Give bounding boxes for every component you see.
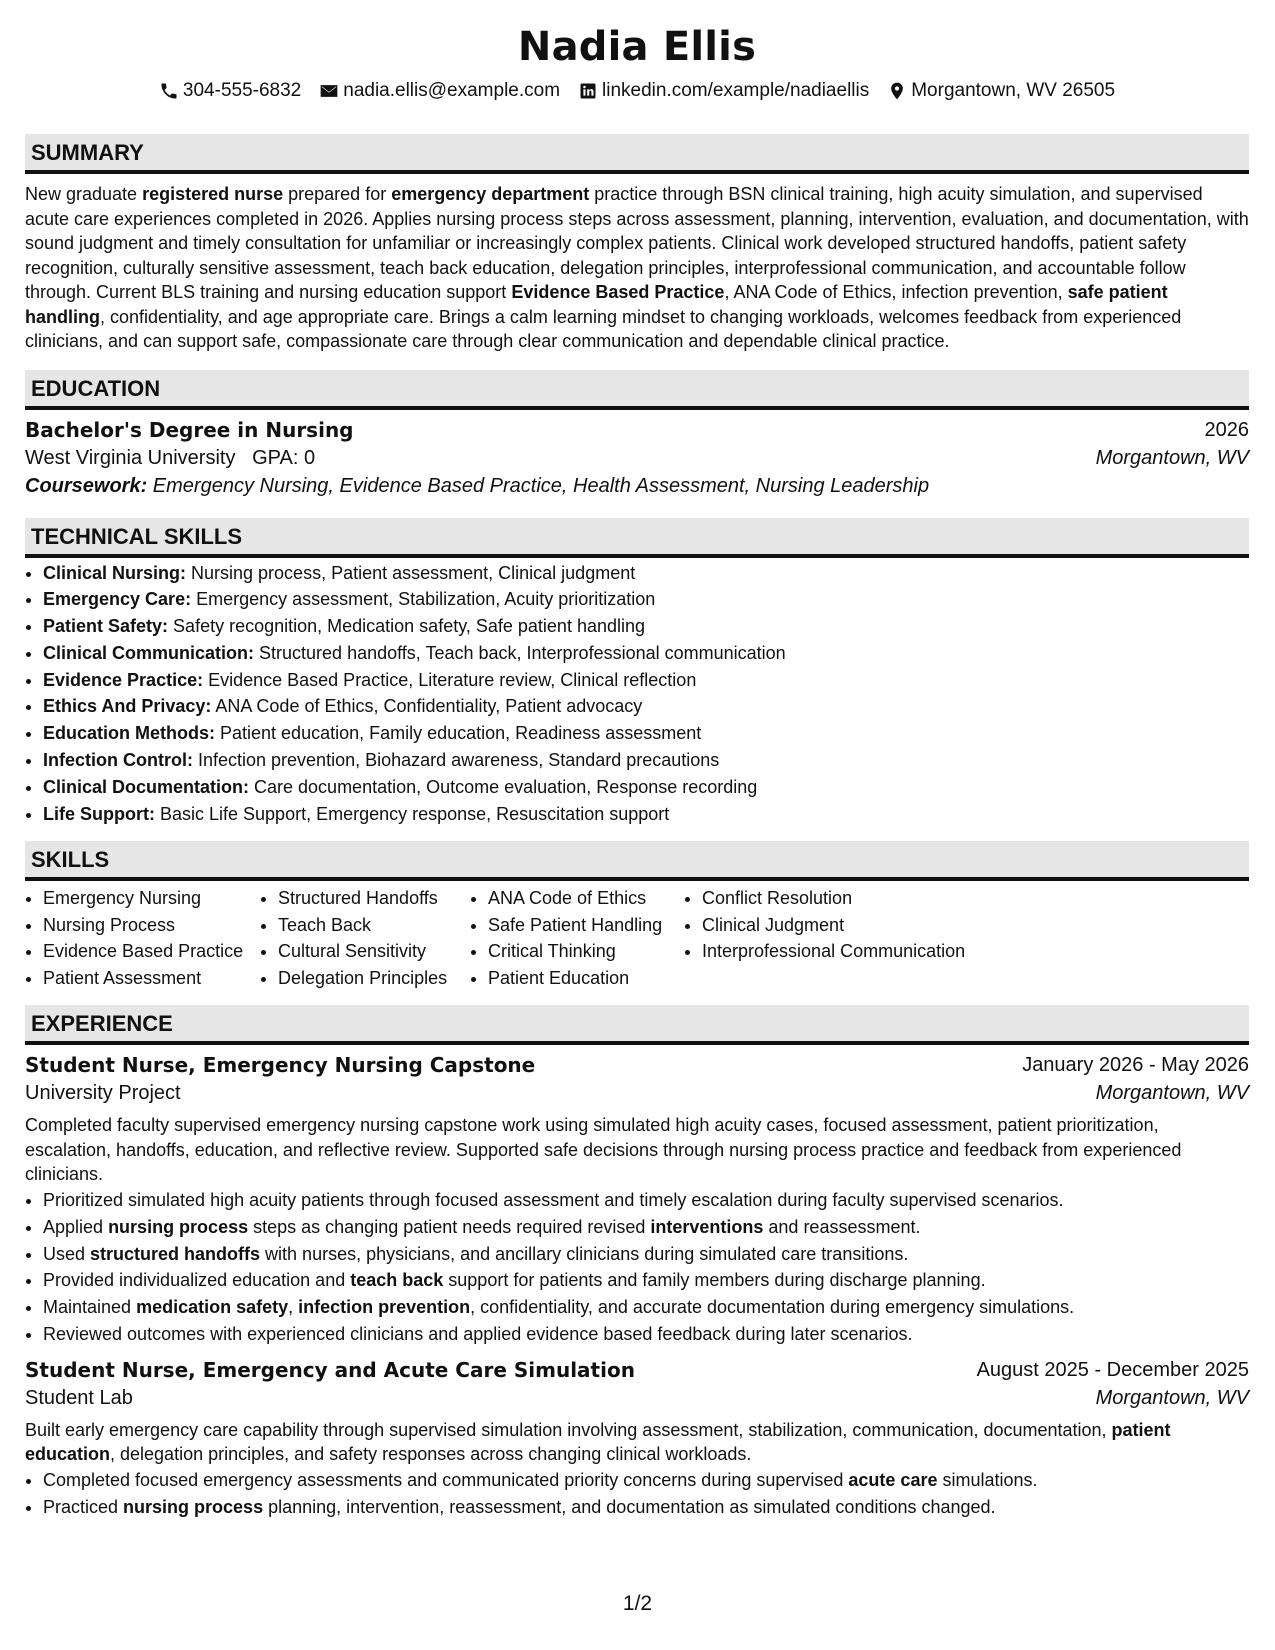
summary-text: , ANA Code of Ethics, infection prevention,	[724, 282, 1068, 302]
section-heading-education: EDUCATION	[25, 370, 1249, 410]
experience-title-row	[25, 1051, 1249, 1079]
skill-values: Nursing process, Patient assessment, Clinical judgment	[186, 562, 636, 583]
list-item	[43, 1214, 1249, 1241]
skill-category: Infection Control:	[43, 750, 193, 771]
summary-text: prepared for	[283, 184, 392, 204]
job-description: Completed faculty supervised emergency nursing capstone work using simulated high acuity cases, focused assessment, patient prioritization, escalation, handoffs, education, and reflective review. Supported safe decisions through nursing process practice and feedback from experienced clinicians.	[25, 1115, 1182, 1185]
description-text: Built early emergency care capability through supervised simulation involving assessment, stabilization, communication, documentation,	[25, 1419, 1112, 1440]
skill-category: Evidence Practice:	[43, 669, 204, 690]
summary-paragraph	[25, 182, 1249, 354]
experience-org-row	[25, 1384, 1249, 1412]
list-item	[43, 747, 1249, 774]
list-item: • Safe Patient Handling	[488, 912, 684, 939]
list-item: • Nursing Process	[43, 912, 260, 939]
list-item	[43, 1294, 1249, 1321]
bullet-text: with nurses, physicians, and ancillary clinicians during simulated care transitions.	[260, 1243, 909, 1264]
skills-column	[260, 885, 470, 991]
summary-text: practice through BSN clinical training, high acuity simulation, and supervised acute care experiences completed in 2026. Applies nursing process steps across assessment, planning, intervention, evaluation, and documentation, with sound judgment and timely consultation for unfamiliar or increasingly complex patients. Clinical work developed structured handoffs, patient safety recognition, culturally sensitive assessment, teach back education, delegation principles, interprofessional communication, and accountable follow through. Current BLS training and nursing education support	[25, 184, 1249, 302]
bullet-text: Prioritized simulated high acuity patients through focused assessment and timely escalation during faculty supervised scenarios.	[43, 1189, 1064, 1210]
list-item	[43, 1494, 1249, 1521]
bullet-text: and reassessment.	[763, 1216, 921, 1237]
envelope-icon	[319, 81, 339, 101]
list-item: • Clinical Judgment	[702, 912, 1002, 939]
list-item	[43, 586, 1249, 613]
bullet-keyword: nursing process	[108, 1216, 249, 1237]
skill-category: Ethics And Privacy:	[43, 696, 212, 717]
job-title: Student Nurse, Emergency Nursing Capstone	[25, 1053, 536, 1078]
bullet-text: Completed focused emergency assessments and communicated priority concerns during supervised	[43, 1469, 849, 1490]
bullet-text: simulations.	[937, 1469, 1038, 1490]
summary-text: New graduate	[25, 184, 143, 204]
technical-skills-list	[25, 560, 1249, 828]
skill-values: Structured handoffs, Teach back, Interprofessional communication	[254, 642, 786, 663]
bullet-keyword: acute care	[848, 1469, 938, 1490]
list-item	[43, 1241, 1249, 1268]
list-item	[43, 801, 1249, 828]
degree-title: Bachelor's Degree in Nursing	[25, 417, 354, 442]
contact-bar	[25, 78, 1249, 104]
skill-values: Emergency assessment, Stabilization, Acuity prioritization	[191, 589, 656, 610]
experience-entry	[25, 1051, 1249, 1347]
linkedin-icon	[578, 81, 598, 101]
job-title: Student Nurse, Emergency and Acute Care Simulation	[25, 1357, 635, 1382]
summary-keyword: emergency department	[391, 184, 590, 204]
page-number: 1/2	[622, 1592, 653, 1615]
skill-values: Evidence Based Practice, Literature review, Clinical reflection	[203, 669, 697, 690]
list-item: • Conflict Resolution	[702, 885, 1002, 912]
education-school-row	[25, 444, 1249, 472]
skills-column	[25, 885, 260, 991]
list-item	[43, 640, 1249, 667]
list-item: • Interprofessional Communication	[702, 938, 1002, 965]
bullet-text: Provided individualized education and	[43, 1270, 351, 1291]
skill-values: Care documentation, Outcome evaluation, Response recording	[249, 776, 758, 797]
section-heading-experience: EXPERIENCE	[25, 1005, 1249, 1045]
bullet-keyword: infection prevention	[298, 1297, 471, 1318]
list-item: • ANA Code of Ethics	[488, 885, 684, 912]
list-item: • Emergency Nursing	[43, 885, 260, 912]
skill-values: Basic Life Support, Emergency response, Resuscitation support	[154, 803, 670, 824]
contact-phone	[159, 78, 301, 104]
contact-linkedin[interactable]	[578, 78, 869, 104]
description-keyword: patient education	[25, 1419, 1171, 1465]
bullet-text: Reviewed outcomes with experienced clinicians and applied evidence based feedback during later scenarios.	[43, 1323, 913, 1344]
map-marker-icon	[887, 81, 907, 101]
list-item	[43, 693, 1249, 720]
gpa: GPA: 0	[252, 446, 316, 469]
bullet-text: ,	[288, 1297, 299, 1318]
list-item	[43, 720, 1249, 747]
skill-category: Education Methods:	[43, 723, 215, 744]
list-item	[43, 1267, 1249, 1294]
bullet-text: Practiced	[43, 1496, 124, 1517]
summary-keyword: safe patient handling	[25, 282, 1168, 327]
bullet-text: steps as changing patient needs required revised	[248, 1216, 651, 1237]
list-item: • Evidence Based Practice	[43, 938, 260, 965]
phone-text: 304-555-6832	[182, 80, 302, 101]
candidate-name: Nadia Ellis	[517, 24, 757, 70]
job-location: Morgantown, WV	[1095, 1082, 1249, 1105]
skill-category: Patient Safety:	[43, 616, 169, 637]
skill-category: Clinical Nursing:	[43, 562, 187, 583]
education-row	[25, 416, 1249, 444]
list-item: • Structured Handoffs	[278, 885, 470, 912]
school-line	[25, 444, 315, 472]
contact-location	[887, 78, 1115, 104]
skill-category: Clinical Documentation:	[43, 776, 250, 797]
school-name: West Virginia University	[25, 446, 236, 469]
section-heading-technical-skills: TECHNICAL SKILLS	[25, 518, 1249, 558]
list-item: • Critical Thinking	[488, 938, 684, 965]
job-org: Student Lab	[25, 1386, 133, 1409]
skills-grid	[25, 885, 1249, 991]
linkedin-text: linkedin.com/example/nadiaellis	[602, 80, 870, 101]
coursework-row	[25, 472, 1249, 500]
bullet-text: support for patients and family members during discharge planning.	[443, 1270, 986, 1291]
job-dates: August 2025 - December 2025	[976, 1358, 1249, 1381]
section-heading-summary: SUMMARY	[25, 134, 1249, 174]
skill-values: Patient education, Family education, Readiness assessment	[215, 723, 702, 744]
bullet-keyword: teach back	[350, 1270, 444, 1291]
job-location: Morgantown, WV	[1095, 1386, 1249, 1409]
skills-column	[470, 885, 684, 991]
job-bullets	[25, 1467, 1249, 1521]
experience-title-row	[25, 1356, 1249, 1384]
skill-category: Life Support:	[43, 803, 155, 824]
list-item	[43, 1467, 1249, 1494]
skills-column	[684, 885, 1002, 991]
bullet-text: Used	[43, 1243, 91, 1264]
coursework-label: Coursework:	[25, 474, 148, 497]
degree-year: 2026	[1204, 418, 1249, 441]
bullet-keyword: nursing process	[123, 1496, 264, 1517]
job-description	[25, 1418, 1249, 1467]
list-item	[43, 774, 1249, 801]
section-heading-skills: SKILLS	[25, 841, 1249, 881]
list-item: • Delegation Principles	[278, 965, 470, 992]
bullet-keyword: interventions	[650, 1216, 764, 1237]
job-org: University Project	[25, 1082, 181, 1105]
skill-category: Emergency Care:	[43, 589, 192, 610]
bullet-text: , confidentiality, and accurate documentation during emergency simulations.	[470, 1297, 1075, 1318]
list-item	[43, 560, 1249, 587]
summary-keyword: Evidence Based Practice	[511, 282, 725, 302]
bullet-keyword: medication safety	[136, 1297, 289, 1318]
list-item	[43, 1187, 1249, 1214]
experience-org-row	[25, 1079, 1249, 1107]
list-item	[43, 1321, 1249, 1348]
summary-text: , confidentiality, and age appropriate care. Brings a calm learning mindset to changing workloads, welcomes feedback from experienced clinicians, and can support safe, compassionate care through clear communication and dependable clinical practice.	[25, 306, 1182, 351]
bullet-keyword: structured handoffs	[90, 1243, 261, 1264]
email-text: nadia.ellis@example.com	[343, 80, 561, 101]
list-item: • Patient Assessment	[43, 965, 260, 992]
summary-keyword: registered nurse	[142, 184, 284, 204]
skill-category: Clinical Communication:	[43, 642, 255, 663]
bullet-text: Applied	[43, 1216, 109, 1237]
bullet-text: planning, intervention, reassessment, and documentation as simulated conditions changed.	[263, 1496, 996, 1517]
list-item: • Teach Back	[278, 912, 470, 939]
skill-values: Infection prevention, Biohazard awareness, Standard precautions	[192, 750, 720, 771]
coursework-line	[25, 472, 929, 500]
job-dates: January 2026 - May 2026	[1022, 1054, 1249, 1077]
job-bullets	[25, 1187, 1249, 1348]
skill-values: Safety recognition, Medication safety, Safe patient handling	[168, 616, 646, 637]
bullet-text: Maintained	[43, 1297, 137, 1318]
list-item	[43, 667, 1249, 694]
resume-page	[25, 0, 1249, 1520]
coursework-list: Emergency Nursing, Evidence Based Practice, Health Assessment, Nursing Leadership	[147, 474, 930, 497]
contact-email[interactable]	[319, 78, 560, 104]
list-item	[43, 613, 1249, 640]
phone-icon	[159, 81, 179, 101]
skill-values: ANA Code of Ethics, Confidentiality, Patient advocacy	[211, 696, 643, 717]
experience-entry	[25, 1356, 1249, 1521]
school-location: Morgantown, WV	[1095, 446, 1249, 469]
list-item: • Cultural Sensitivity	[278, 938, 470, 965]
description-text: , delegation principles, and safety responses across changing clinical workloads.	[110, 1444, 752, 1465]
location-text: Morgantown, WV 26505	[911, 80, 1116, 101]
list-item: • Patient Education	[488, 965, 684, 992]
